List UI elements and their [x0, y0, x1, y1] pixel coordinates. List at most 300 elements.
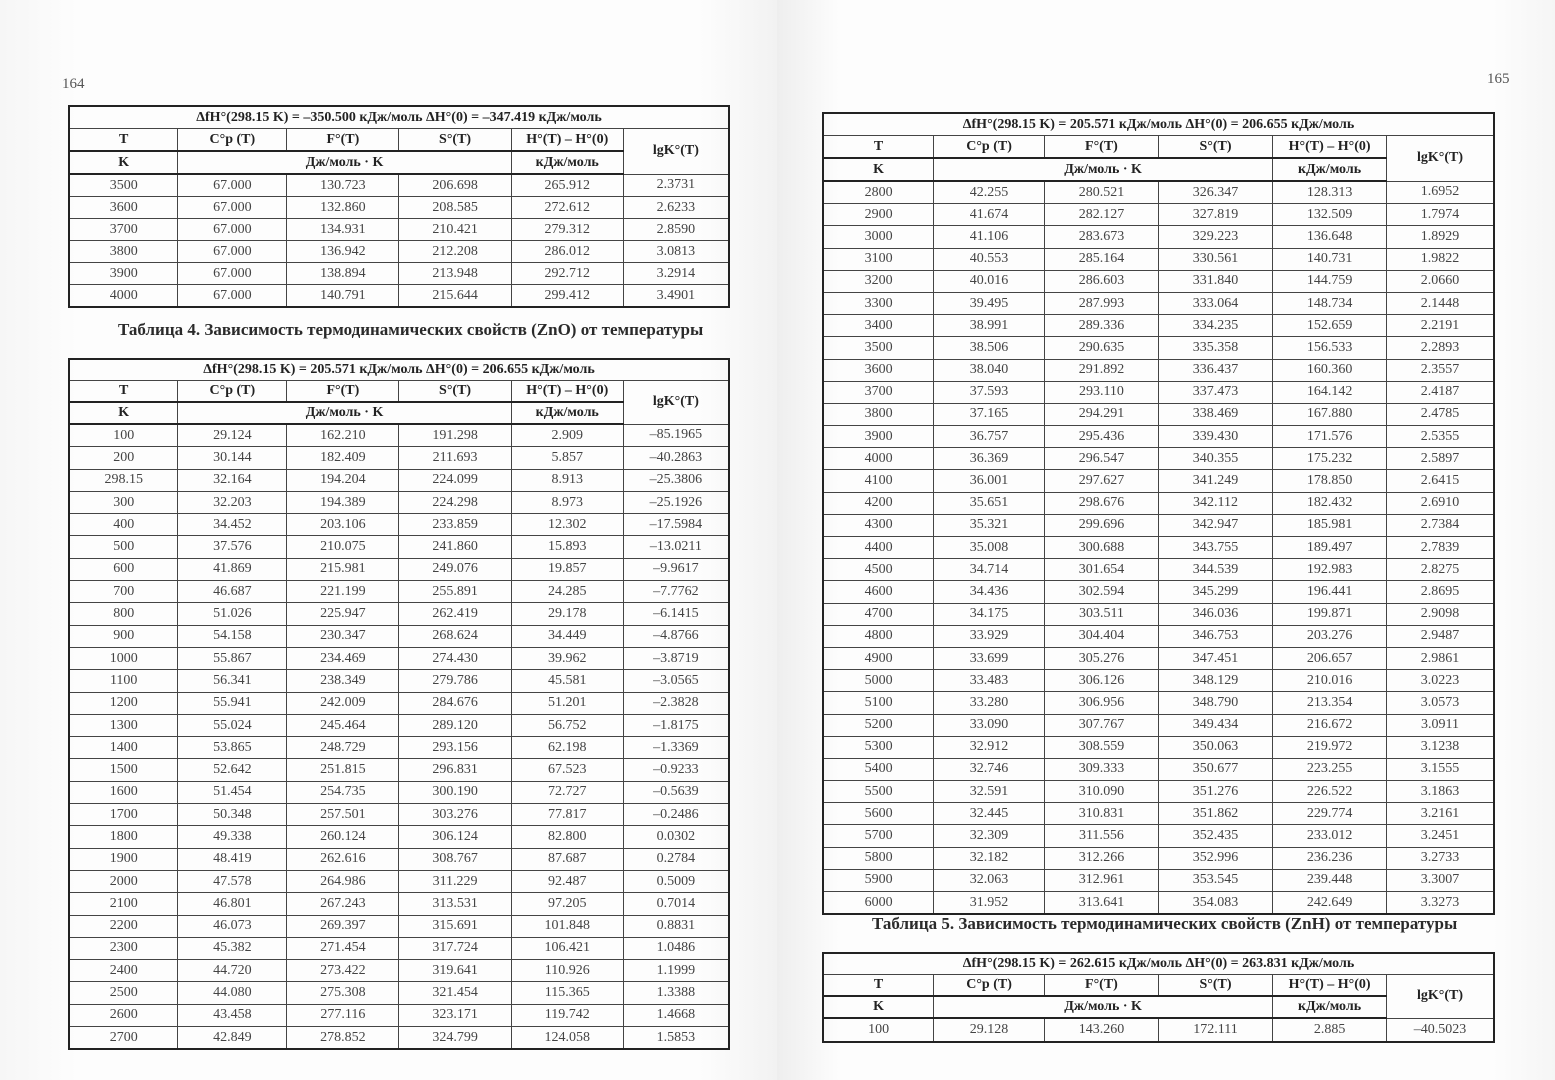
- col-t-cell: 3100: [823, 248, 934, 270]
- col-t-cell: 3800: [69, 241, 178, 263]
- col-h-cell: 272.612: [511, 197, 623, 219]
- unit-t: K: [69, 402, 178, 424]
- col-h-cell: 210.016: [1273, 670, 1387, 692]
- table-row: [69, 536, 729, 558]
- table-row: [823, 1018, 1494, 1042]
- col-lgk-cell: 3.0813: [623, 241, 729, 263]
- col-cp-cell: 32.164: [178, 469, 287, 491]
- col-h-cell: 152.659: [1273, 315, 1387, 337]
- table-row: [823, 381, 1494, 403]
- col-lgk-cell: 2.3731: [623, 174, 729, 197]
- col-lgk-cell: 1.7974: [1387, 204, 1494, 226]
- col-h-cell: 67.523: [511, 759, 623, 781]
- col-cp-cell: 33.699: [934, 647, 1045, 669]
- table-row: [823, 426, 1494, 448]
- col-s-cell: 262.419: [399, 603, 511, 625]
- col-f-cell: 248.729: [287, 737, 399, 759]
- col-h-cell: 164.142: [1273, 381, 1387, 403]
- col-f-cell: 286.603: [1044, 270, 1158, 292]
- table-row: [69, 447, 729, 469]
- col-lgk-cell: 2.0660: [1387, 270, 1494, 292]
- table-4-zno: [68, 358, 730, 1050]
- table-row: [69, 625, 729, 647]
- col-lgk-header: lgK°(T): [1387, 136, 1494, 182]
- col-h-cell: 39.962: [511, 647, 623, 669]
- col-t-cell: 1700: [69, 804, 178, 826]
- col-lgk-cell: 3.2161: [1387, 803, 1494, 825]
- col-t-cell: 6000: [823, 892, 934, 915]
- table-5-znh: [822, 952, 1495, 1043]
- col-f-cell: 245.464: [287, 714, 399, 736]
- col-h-cell: 2.885: [1273, 1018, 1387, 1042]
- col-cp-cell: 32.746: [934, 758, 1045, 780]
- col-h-cell: 223.255: [1273, 758, 1387, 780]
- col-cp-cell: 45.382: [178, 937, 287, 959]
- col-s-cell: 339.430: [1158, 426, 1272, 448]
- col-f-cell: 269.397: [287, 915, 399, 937]
- col-s-cell: 340.355: [1158, 448, 1272, 470]
- col-t-cell: 3000: [823, 226, 934, 248]
- col-f-cell: 194.204: [287, 469, 399, 491]
- col-h-cell: 233.012: [1273, 825, 1387, 847]
- col-lgk-cell: 2.4187: [1387, 381, 1494, 403]
- col-cp-cell: 34.452: [178, 514, 287, 536]
- col-h-cell: 97.205: [511, 893, 623, 915]
- table-row: [69, 241, 729, 263]
- col-f-cell: 306.956: [1044, 692, 1158, 714]
- col-f-cell: 162.210: [287, 424, 399, 447]
- col-lgk-cell: 1.4668: [623, 1004, 729, 1026]
- col-f-cell: 301.654: [1044, 559, 1158, 581]
- col-cp-header: C°p (T): [178, 381, 287, 403]
- col-t-cell: 3900: [823, 426, 934, 448]
- col-cp-cell: 34.175: [934, 603, 1045, 625]
- col-f-cell: 254.735: [287, 781, 399, 803]
- col-f-cell: 264.986: [287, 870, 399, 892]
- col-s-cell: 284.676: [399, 692, 511, 714]
- col-s-cell: 342.947: [1158, 514, 1272, 536]
- col-t-cell: 1400: [69, 737, 178, 759]
- col-f-cell: 138.894: [287, 263, 399, 285]
- table-row: [69, 714, 729, 736]
- col-h-cell: 171.576: [1273, 426, 1387, 448]
- col-f-cell: 289.336: [1044, 315, 1158, 337]
- col-f-cell: 134.931: [287, 219, 399, 241]
- col-h-cell: 148.734: [1273, 292, 1387, 314]
- col-t-cell: 1100: [69, 670, 178, 692]
- col-h-cell: 216.672: [1273, 714, 1387, 736]
- col-f-cell: 296.547: [1044, 448, 1158, 470]
- col-h-cell: 199.871: [1273, 603, 1387, 625]
- col-lgk-cell: –0.2486: [623, 804, 729, 826]
- table-row: [823, 892, 1494, 915]
- col-lgk-cell: –2.3828: [623, 692, 729, 714]
- col-s-cell: 347.451: [1158, 647, 1272, 669]
- col-t-cell: 3500: [823, 337, 934, 359]
- unit-t: K: [69, 151, 178, 174]
- table-row: [823, 803, 1494, 825]
- col-lgk-cell: 3.2914: [623, 263, 729, 285]
- col-f-cell: 311.556: [1044, 825, 1158, 847]
- col-t-cell: 4000: [823, 448, 934, 470]
- col-f-header: F°(T): [287, 129, 399, 152]
- col-f-cell: 238.349: [287, 670, 399, 692]
- col-t-cell: 2900: [823, 204, 934, 226]
- col-h-cell: 229.774: [1273, 803, 1387, 825]
- col-s-cell: 344.539: [1158, 559, 1272, 581]
- col-lgk-cell: –17.5984: [623, 514, 729, 536]
- col-cp-cell: 32.203: [178, 491, 287, 513]
- col-lgk-cell: 3.1555: [1387, 758, 1494, 780]
- col-s-cell: 224.298: [399, 491, 511, 513]
- col-lgk-cell: 3.3007: [1387, 869, 1494, 891]
- col-lgk-cell: –9.9617: [623, 558, 729, 580]
- col-cp-cell: 35.321: [934, 514, 1045, 536]
- col-cp-cell: 41.106: [934, 226, 1045, 248]
- col-t-cell: 300: [69, 491, 178, 513]
- col-f-cell: 143.260: [1044, 1018, 1158, 1042]
- table-row: [69, 737, 729, 759]
- col-lgk-cell: 1.6952: [1387, 181, 1494, 204]
- col-h-cell: 8.973: [511, 491, 623, 513]
- column-names-row: [69, 129, 729, 152]
- col-h-cell: 29.178: [511, 603, 623, 625]
- col-cp-cell: 32.591: [934, 781, 1045, 803]
- col-lgk-cell: 1.5853: [623, 1027, 729, 1050]
- col-cp-cell: 33.090: [934, 714, 1045, 736]
- col-cp-cell: 49.338: [178, 826, 287, 848]
- table-row: [823, 514, 1494, 536]
- col-h-cell: 213.354: [1273, 692, 1387, 714]
- col-f-header: F°(T): [287, 381, 399, 403]
- col-s-cell: 338.469: [1158, 403, 1272, 425]
- col-lgk-cell: –7.7762: [623, 581, 729, 603]
- col-s-cell: 208.585: [399, 197, 511, 219]
- col-h-cell: 24.285: [511, 581, 623, 603]
- col-lgk-header: lgK°(T): [1387, 975, 1494, 1019]
- col-cp-cell: 36.001: [934, 470, 1045, 492]
- col-t-cell: 3600: [69, 197, 178, 219]
- col-cp-cell: 35.008: [934, 537, 1045, 559]
- col-h-cell: 15.893: [511, 536, 623, 558]
- col-lgk-header: lgK°(T): [623, 381, 729, 425]
- table-row: [69, 603, 729, 625]
- col-h-cell: 119.742: [511, 1004, 623, 1026]
- table-row: [69, 759, 729, 781]
- col-t-cell: 200: [69, 447, 178, 469]
- col-h-cell: 178.850: [1273, 470, 1387, 492]
- col-s-cell: 352.435: [1158, 825, 1272, 847]
- col-t-cell: 5000: [823, 670, 934, 692]
- col-cp-cell: 42.849: [178, 1027, 287, 1050]
- col-f-cell: 242.009: [287, 692, 399, 714]
- col-t-cell: 500: [69, 536, 178, 558]
- col-h-cell: 136.648: [1273, 226, 1387, 248]
- table-row: [823, 670, 1494, 692]
- col-s-cell: 331.840: [1158, 270, 1272, 292]
- table-row: [823, 492, 1494, 514]
- col-lgk-cell: 0.7014: [623, 893, 729, 915]
- col-s-cell: 346.753: [1158, 625, 1272, 647]
- col-h-cell: 144.759: [1273, 270, 1387, 292]
- col-cp-cell: 33.929: [934, 625, 1045, 647]
- col-t-cell: 1200: [69, 692, 178, 714]
- col-cp-cell: 67.000: [178, 174, 287, 197]
- col-cp-cell: 36.369: [934, 448, 1045, 470]
- col-t-cell: 4700: [823, 603, 934, 625]
- col-t-cell: 2800: [823, 181, 934, 204]
- table-row: [69, 982, 729, 1004]
- col-lgk-cell: 2.6415: [1387, 470, 1494, 492]
- table-row: [823, 625, 1494, 647]
- col-cp-cell: 67.000: [178, 285, 287, 308]
- col-cp-header: C°p (T): [934, 136, 1045, 159]
- col-h-cell: 185.981: [1273, 514, 1387, 536]
- col-cp-cell: 67.000: [178, 263, 287, 285]
- table-header-row: [69, 359, 729, 381]
- table-row: [823, 204, 1494, 226]
- col-h-cell: 192.983: [1273, 559, 1387, 581]
- left-page: [0, 0, 777, 1080]
- col-s-cell: 172.111: [1158, 1018, 1272, 1042]
- col-cp-cell: 35.651: [934, 492, 1045, 514]
- col-f-cell: 293.110: [1044, 381, 1158, 403]
- col-cp-cell: 38.506: [934, 337, 1045, 359]
- col-s-cell: 233.859: [399, 514, 511, 536]
- col-s-cell: 274.430: [399, 647, 511, 669]
- table-row: [823, 581, 1494, 603]
- col-s-cell: 336.437: [1158, 359, 1272, 381]
- col-cp-cell: 46.687: [178, 581, 287, 603]
- col-h-cell: 56.752: [511, 714, 623, 736]
- col-h-cell: 219.972: [1273, 736, 1387, 758]
- col-s-cell: 351.276: [1158, 781, 1272, 803]
- col-s-cell: 211.693: [399, 447, 511, 469]
- col-h-cell: 175.232: [1273, 448, 1387, 470]
- col-cp-cell: 41.869: [178, 558, 287, 580]
- unit-kj-mol: кДж/моль: [1273, 996, 1387, 1018]
- table-row: [69, 219, 729, 241]
- table-4-zno-continuation: [822, 112, 1495, 915]
- col-h-header: H°(T) – H°(0): [1273, 975, 1387, 997]
- col-h-cell: 8.913: [511, 469, 623, 491]
- col-s-cell: 343.755: [1158, 537, 1272, 559]
- table-row: [823, 270, 1494, 292]
- col-lgk-cell: 3.0223: [1387, 670, 1494, 692]
- page-number: 164: [62, 76, 85, 92]
- col-lgk-cell: –25.3806: [623, 469, 729, 491]
- col-lgk-cell: 2.7839: [1387, 537, 1494, 559]
- col-f-cell: 210.075: [287, 536, 399, 558]
- col-s-cell: 348.129: [1158, 670, 1272, 692]
- col-h-header: H°(T) – H°(0): [1273, 136, 1387, 159]
- col-lgk-cell: –85.1965: [623, 424, 729, 447]
- table-row: [823, 736, 1494, 758]
- col-cp-cell: 44.720: [178, 960, 287, 982]
- col-lgk-cell: 2.9861: [1387, 647, 1494, 669]
- col-h-cell: 110.926: [511, 960, 623, 982]
- col-h-cell: 132.509: [1273, 204, 1387, 226]
- col-t-cell: 1900: [69, 848, 178, 870]
- col-t-cell: 1500: [69, 759, 178, 781]
- col-h-cell: 299.412: [511, 285, 623, 308]
- col-t-header: T: [69, 381, 178, 403]
- col-s-cell: 206.698: [399, 174, 511, 197]
- col-lgk-cell: 1.1999: [623, 960, 729, 982]
- col-f-cell: 287.993: [1044, 292, 1158, 314]
- col-lgk-cell: 2.8590: [623, 219, 729, 241]
- table-row: [823, 226, 1494, 248]
- col-s-cell: 346.036: [1158, 603, 1272, 625]
- col-t-header: T: [69, 129, 178, 152]
- col-f-cell: 230.347: [287, 625, 399, 647]
- col-s-cell: 348.790: [1158, 692, 1272, 714]
- col-f-cell: 277.116: [287, 1004, 399, 1026]
- col-h-cell: 124.058: [511, 1027, 623, 1050]
- col-lgk-cell: –0.9233: [623, 759, 729, 781]
- table-row: [69, 581, 729, 603]
- col-t-cell: 3800: [823, 403, 934, 425]
- col-cp-cell: 38.991: [934, 315, 1045, 337]
- col-s-cell: 311.229: [399, 870, 511, 892]
- col-s-cell: 354.083: [1158, 892, 1272, 915]
- col-t-cell: 5100: [823, 692, 934, 714]
- col-t-cell: 1300: [69, 714, 178, 736]
- table-row: [823, 714, 1494, 736]
- col-f-cell: 271.454: [287, 937, 399, 959]
- col-cp-cell: 48.419: [178, 848, 287, 870]
- col-lgk-cell: 3.4901: [623, 285, 729, 308]
- col-s-cell: 224.099: [399, 469, 511, 491]
- col-f-cell: 257.501: [287, 804, 399, 826]
- col-lgk-cell: –1.8175: [623, 714, 729, 736]
- col-t-cell: 2500: [69, 982, 178, 1004]
- unit-kj-mol: кДж/моль: [511, 151, 623, 174]
- col-h-cell: 106.421: [511, 937, 623, 959]
- col-f-cell: 310.831: [1044, 803, 1158, 825]
- col-s-cell: 315.691: [399, 915, 511, 937]
- col-f-cell: 182.409: [287, 447, 399, 469]
- col-f-cell: 280.521: [1044, 181, 1158, 204]
- col-s-cell: 353.545: [1158, 869, 1272, 891]
- col-h-cell: 87.687: [511, 848, 623, 870]
- unit-kj-mol: кДж/моль: [511, 402, 623, 424]
- col-s-cell: 321.454: [399, 982, 511, 1004]
- col-h-cell: 206.657: [1273, 647, 1387, 669]
- col-t-cell: 1800: [69, 826, 178, 848]
- col-t-cell: 100: [69, 424, 178, 447]
- col-h-cell: 236.236: [1273, 847, 1387, 869]
- col-cp-cell: 55.941: [178, 692, 287, 714]
- col-f-cell: 302.594: [1044, 581, 1158, 603]
- col-s-cell: 212.208: [399, 241, 511, 263]
- col-lgk-cell: 0.8831: [623, 915, 729, 937]
- col-s-cell: 241.860: [399, 536, 511, 558]
- col-h-cell: 5.857: [511, 447, 623, 469]
- col-f-cell: 251.815: [287, 759, 399, 781]
- col-s-cell: 327.819: [1158, 204, 1272, 226]
- col-h-cell: 34.449: [511, 625, 623, 647]
- table-row: [823, 537, 1494, 559]
- unit-j-mol-k: Дж/моль · K: [178, 151, 511, 174]
- table-row: [823, 315, 1494, 337]
- table-row: [69, 804, 729, 826]
- col-s-cell: 319.641: [399, 960, 511, 982]
- col-s-header: S°(T): [1158, 975, 1272, 997]
- col-cp-cell: 39.495: [934, 292, 1045, 314]
- col-h-cell: 239.448: [1273, 869, 1387, 891]
- table-row: [69, 692, 729, 714]
- col-h-cell: 140.731: [1273, 248, 1387, 270]
- col-t-header: T: [823, 136, 934, 159]
- col-s-cell: 350.677: [1158, 758, 1272, 780]
- col-s-cell: 215.644: [399, 285, 511, 308]
- col-cp-cell: 46.073: [178, 915, 287, 937]
- unit-t: K: [823, 158, 934, 181]
- col-f-cell: 305.276: [1044, 647, 1158, 669]
- col-t-cell: 700: [69, 581, 178, 603]
- table-row: [69, 263, 729, 285]
- col-h-cell: 189.497: [1273, 537, 1387, 559]
- col-t-cell: 3900: [69, 263, 178, 285]
- col-h-cell: 45.581: [511, 670, 623, 692]
- table-row: [69, 826, 729, 848]
- col-f-cell: 225.947: [287, 603, 399, 625]
- col-s-cell: 279.786: [399, 670, 511, 692]
- table-row: [823, 470, 1494, 492]
- col-lgk-cell: 1.0486: [623, 937, 729, 959]
- col-h-cell: 82.800: [511, 826, 623, 848]
- col-s-cell: 341.249: [1158, 470, 1272, 492]
- col-h-cell: 182.432: [1273, 492, 1387, 514]
- col-cp-cell: 32.445: [934, 803, 1045, 825]
- col-lgk-cell: 3.2733: [1387, 847, 1494, 869]
- col-s-cell: 323.171: [399, 1004, 511, 1026]
- col-lgk-cell: –40.2863: [623, 447, 729, 469]
- col-t-cell: 3600: [823, 359, 934, 381]
- col-cp-cell: 55.024: [178, 714, 287, 736]
- col-s-header: S°(T): [1158, 136, 1272, 159]
- col-cp-cell: 44.080: [178, 982, 287, 1004]
- table-header-enthalpy: ΔfH°(298.15 K) = 205.571 кДж/моль ΔH°(0) = 206.655 кДж/моль: [69, 359, 729, 381]
- col-t-cell: 4300: [823, 514, 934, 536]
- table-header-row: [69, 106, 729, 129]
- col-f-cell: 283.673: [1044, 226, 1158, 248]
- col-cp-cell: 32.182: [934, 847, 1045, 869]
- col-s-cell: 213.948: [399, 263, 511, 285]
- col-f-cell: 297.627: [1044, 470, 1158, 492]
- table-row: [69, 174, 729, 197]
- col-s-cell: 296.831: [399, 759, 511, 781]
- col-s-cell: 350.063: [1158, 736, 1272, 758]
- col-f-cell: 299.696: [1044, 514, 1158, 536]
- col-cp-cell: 32.912: [934, 736, 1045, 758]
- col-cp-cell: 37.593: [934, 381, 1045, 403]
- table-row: [823, 758, 1494, 780]
- col-cp-cell: 53.865: [178, 737, 287, 759]
- col-h-cell: 279.312: [511, 219, 623, 241]
- col-cp-cell: 52.642: [178, 759, 287, 781]
- col-lgk-cell: 2.7384: [1387, 514, 1494, 536]
- col-t-cell: 4000: [69, 285, 178, 308]
- col-s-cell: 313.531: [399, 893, 511, 915]
- col-lgk-cell: –1.3369: [623, 737, 729, 759]
- table-row: [823, 647, 1494, 669]
- col-h-cell: 62.198: [511, 737, 623, 759]
- col-t-cell: 5600: [823, 803, 934, 825]
- unit-j-mol-k: Дж/моль · K: [178, 402, 511, 424]
- col-t-cell: 4400: [823, 537, 934, 559]
